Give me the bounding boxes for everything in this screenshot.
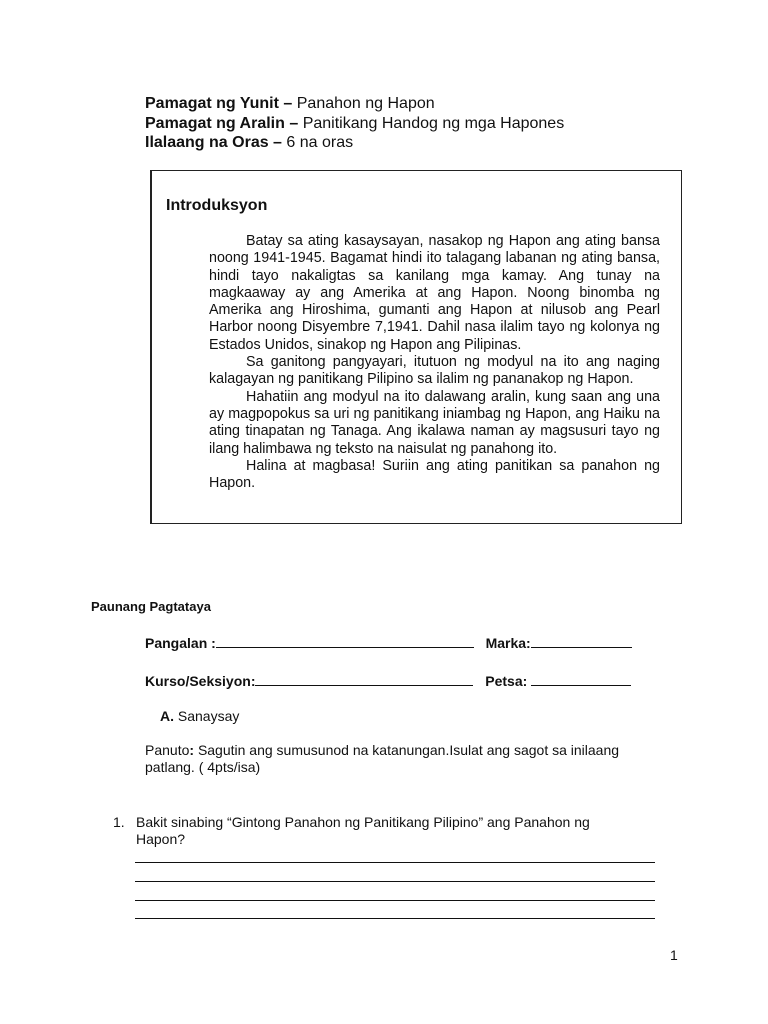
answer-line[interactable]: [135, 900, 655, 901]
unit-title-label: Pamagat ng Yunit –: [145, 95, 293, 112]
intro-paragraph: Sa ganitong pangyayari, itutuon ng modyul na ito ang naging kalagayan ng panitikang Pilipino sa ilalim ng pananakop ng Hapon.: [209, 354, 660, 388]
question-text: Bakit sinabing “Gintong Panahon ng Panitikang Pilipino” ang Panahon ng Hapon?: [136, 814, 590, 847]
lesson-title-label: Pamagat ng Aralin –: [145, 115, 299, 132]
name-grade-row: [145, 634, 632, 652]
name-blank[interactable]: [216, 634, 474, 648]
page-number: 1: [670, 947, 678, 963]
answer-line[interactable]: [135, 881, 655, 882]
grade-label: Marka:: [485, 635, 531, 651]
assessment-title: Paunang Pagtataya: [91, 599, 211, 614]
lesson-title-line: [145, 114, 564, 133]
question-number: 1.: [113, 814, 125, 830]
unit-title-line: [145, 94, 435, 113]
time-allotment-label: Ilalaang na Oras –: [145, 134, 282, 151]
time-allotment-value: 6 na oras: [286, 134, 354, 151]
part-heading: [160, 707, 239, 725]
course-section-label: Kurso/Seksiyon:: [145, 673, 256, 689]
directions: [145, 742, 625, 776]
directions-label: Panuto:: [145, 742, 195, 758]
answer-line[interactable]: [135, 862, 655, 863]
intro-paragraph: Halina at magbasa! Suriin ang ating panitikan sa panahon ng Hapon.: [209, 457, 660, 492]
part-name: Sanaysay: [177, 708, 240, 724]
date-label: Petsa:: [485, 673, 528, 689]
lesson-title-value: Panitikang Handog ng mga Hapones: [302, 115, 565, 132]
directions-text: Sagutin ang sumusunod na katanungan.Isulat ang sagot sa inilaang patlang. ( 4pts/isa): [145, 742, 620, 775]
course-section-blank[interactable]: [255, 672, 473, 686]
time-allotment-line: [145, 133, 353, 152]
name-label: Pangalan :: [145, 635, 216, 651]
intro-paragraph: Batay sa ating kasaysayan, nasakop ng Hapon ang ating bansa noong 1941-1945. Bagamat hindi ito talagang labanan ng ating bansa, hindi tayo nakaligtas sa kanilang mga kamay. Ang tunay na magkaaway ay ang Amerika at ang Hapon. Noong binomba ng Amerika ang Hiroshima, gumanti ang Hapon at nilusob ang Pearl Harbor noong Disyembre 7,1941. Dahil nasa ilalim tayo ng kolonya ng Estados Unidos, sinakop ng Hapon ang Pilipinas.: [209, 233, 660, 353]
part-letter: A.: [160, 708, 174, 724]
date-blank[interactable]: [531, 672, 631, 686]
unit-title-value: Panahon ng Hapon: [296, 95, 435, 112]
introduction-body: [209, 233, 660, 492]
answer-line[interactable]: [135, 918, 655, 919]
introduction-title: Introduksyon: [166, 197, 268, 214]
grade-blank[interactable]: [531, 634, 632, 648]
intro-paragraph: Hahatiin ang modyul na ito dalawang aralin, kung saan ang una ay magpopokus sa uri ng panitikang iniambag ng Hapon, ang Haiku na ating tinapatan ng Tanaga. Ang ikalawa naman ay magsusuri tayo ng ilang halimbawa ng teksto na naisulat ng panahong ito.: [209, 388, 660, 457]
course-date-row: [145, 672, 631, 690]
